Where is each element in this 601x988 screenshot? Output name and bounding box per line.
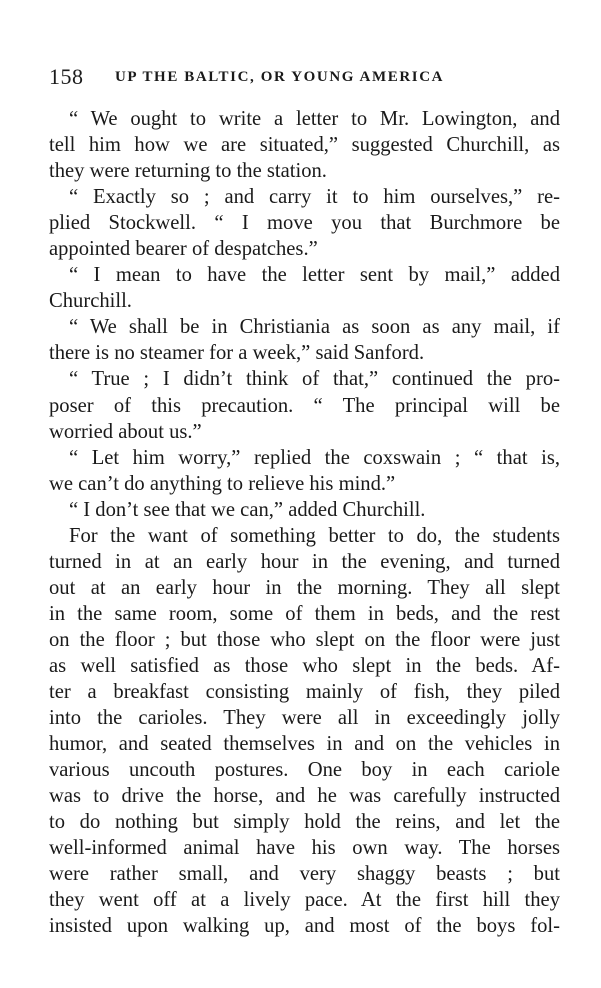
text-line: “ True ; I didn’t think of that,” continued the pro- xyxy=(69,368,560,391)
text-line: “ I mean to have the letter sent by mail,” added xyxy=(69,264,560,287)
text-line: to do nothing but simply hold the reins, and let the xyxy=(49,811,560,834)
page-header xyxy=(49,64,559,88)
text-line: was to drive the horse, and he was carefully instructed xyxy=(49,785,560,808)
text-line: they went off at a lively pace. At the first hill they xyxy=(49,889,560,912)
text-line: Churchill. xyxy=(49,290,132,313)
text-line: as well satisfied as those who slept in the beds. Af- xyxy=(49,654,560,677)
text-line: were rather small, and very shaggy beasts ; but xyxy=(49,863,560,886)
text-line: “ Exactly so ; and carry it to him ourselves,” re- xyxy=(69,186,560,209)
text-line: poser of this precaution. “ The principal will be xyxy=(49,394,560,417)
text-line: there is no steamer for a week,” said Sanford. xyxy=(49,342,425,365)
text-line: they were returning to the station. xyxy=(49,160,327,183)
text-line: various uncouth postures. One boy in each cariole xyxy=(49,759,560,782)
text-line: well-informed animal have his own way. The horses xyxy=(49,837,560,860)
text-line: plied Stockwell. “ I move you that Burchmore be xyxy=(49,212,560,235)
running-head: UP THE BALTIC, OR YOUNG AMERICA xyxy=(115,69,445,85)
body-text xyxy=(49,106,560,940)
text-line: worried about us.” xyxy=(49,420,202,443)
text-line: turned in at an early hour in the evening, and turned xyxy=(49,550,560,573)
text-line: “ Let him worry,” replied the coxswain ; “ that is, xyxy=(69,446,560,469)
text-line: into the carioles. They were all in exceedingly jolly xyxy=(49,707,560,730)
text-line: ter a breakfast consisting mainly of fish, they piled xyxy=(49,681,560,704)
text-line: out at an early hour in the morning. They all slept xyxy=(49,576,560,599)
text-line: For the want of something better to do, the students xyxy=(69,524,560,547)
text-line: in the same room, some of them in beds, and the rest xyxy=(49,602,560,625)
text-line: “ I don’t see that we can,” added Churchill. xyxy=(69,498,426,521)
text-line: appointed bearer of despatches.” xyxy=(49,238,318,261)
text-line: on the floor ; but those who slept on the floor were just xyxy=(49,628,560,651)
text-line: we can’t do anything to relieve his mind.” xyxy=(49,472,396,495)
text-line: “ We shall be in Christiania as soon as any mail, if xyxy=(69,316,560,339)
text-line: “ We ought to write a letter to Mr. Lowington, and xyxy=(69,108,560,130)
page-number: 158 xyxy=(49,64,84,89)
text-line: tell him how we are situated,” suggested Churchill, as xyxy=(49,134,560,157)
text-line: insisted upon walking up, and most of the boys fol- xyxy=(49,915,560,938)
text-line: humor, and seated themselves in and on the vehicles in xyxy=(49,733,560,756)
